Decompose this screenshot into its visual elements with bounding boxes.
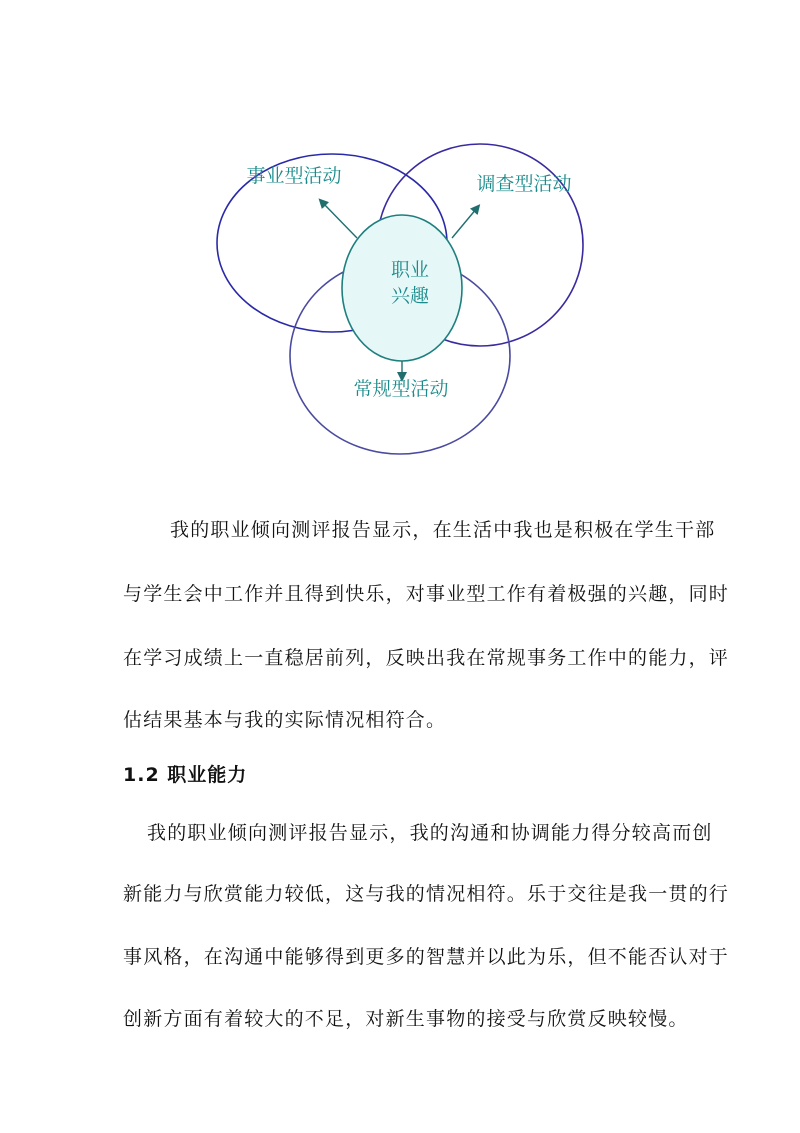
career-interest-diagram [0,0,800,480]
section2-line-2: 新能力与欣赏能力较低，这与我的情况相符。乐于交往是我一贯的行 [123,883,730,905]
center-label-line2: 兴趣 [390,285,430,307]
section2-line-1: 我的职业倾向测评报告显示，我的沟通和协调能力得分较高而创 [147,822,713,844]
section2-line-4: 创新方面有着较大的不足，对新生事物的接受与欣赏反映较慢。 [123,1008,689,1030]
section1-line-3: 在学习成绩上一直稳居前列，反映出我在常规事务工作中的能力，评 [123,647,730,669]
section2-line-3: 事风格，在沟通中能够得到更多的智慧并以此为乐，但不能否认对于 [123,946,730,968]
section1-line-2: 与学生会中工作并且得到快乐，对事业型工作有着极强的兴趣，同时 [123,583,730,605]
arrow-to-investigative [452,208,477,238]
center-label-line1: 职业 [390,259,430,281]
enterprising-label: 事业型活动 [246,165,342,187]
conventional-label: 常规型活动 [353,378,449,400]
section1-line-4: 估结果基本与我的实际情况相符合。 [123,709,447,731]
section-heading: 1.2 职业能力 [123,764,248,786]
investigative-label: 调查型活动 [476,173,572,195]
section1-line-1: 我的职业倾向测评报告显示，在生活中我也是积极在学生干部 [170,519,716,541]
arrow-to-enterprising [322,202,357,238]
